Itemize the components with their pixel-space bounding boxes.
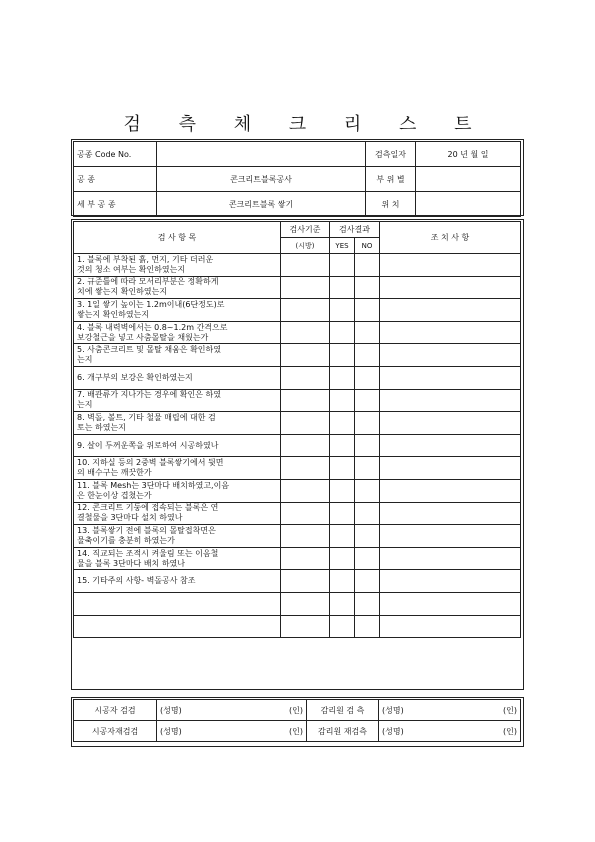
header-frame xyxy=(71,139,524,216)
item-line-2: 물을 블록 3단마다 배치 하였나 xyxy=(77,558,185,568)
sign-placeholder: (성명) xyxy=(382,726,404,736)
no-header: NO xyxy=(355,238,380,254)
supervisor-recheck-label: 감리원 재검측 xyxy=(307,721,379,742)
date-label: 검측일자 xyxy=(366,142,416,167)
item-line-1: 15. 기타주의 사항- 벽돌공사 참조 xyxy=(77,576,196,586)
seal-mark: (인) xyxy=(503,726,517,736)
item-line-1: 3. 1일 쌓기 높이는 1.2m이내(6단정도)로 xyxy=(77,299,225,309)
item-line-1: 5. 사춤콘크리트 및 몰탈 채움은 확인하였 xyxy=(77,345,221,355)
subtrade-label: 세 부 공 종 xyxy=(74,192,157,217)
date-value[interactable]: 20 년 월 일 xyxy=(416,142,521,167)
item-line-2: 은 한눈이상 겹쳤는가 xyxy=(77,490,152,500)
sign-placeholder: (성명) xyxy=(382,705,404,715)
item-line-1: 7. 배관류가 지나가는 경우에 확인은 하였 xyxy=(77,390,221,400)
sign-placeholder: (성명) xyxy=(160,705,182,715)
seal-mark: (인) xyxy=(289,726,303,736)
item-line-1: 13. 블록쌓기 전에 블록의 몰탈접착면은 xyxy=(77,525,216,535)
page-title: 검 측 체 크 리 스 트 xyxy=(123,114,488,135)
signature-frame xyxy=(71,697,524,747)
contractor-label: 시공자 검검 xyxy=(74,700,157,721)
table-frame xyxy=(71,219,524,690)
item-line-2: 토는 하였는지 xyxy=(77,422,126,432)
trade-label: 공 종 xyxy=(74,167,157,192)
item-line-1: 6. 개구부의 보강은 확인하였는지 xyxy=(77,372,193,382)
item-line-1: 1. 블록에 부착된 흙, 먼지, 기타 더러운 xyxy=(77,254,214,264)
item-line-2: 쌓는지 확인하였는지 xyxy=(77,309,150,319)
result-header: 검사결과 xyxy=(330,222,380,238)
item-line-2: 보강철근을 넣고 사춤몰탈을 채웠는가 xyxy=(77,332,209,342)
item-line-1: 11. 블록 Mesh는 3단마다 배치하였고,이음 xyxy=(77,480,230,490)
code-label: 공종 Code No. xyxy=(74,142,157,167)
item-line-2: 는지 xyxy=(77,355,93,365)
location-label: 위 치 xyxy=(366,192,416,217)
supervisor-label: 감리원 검 측 xyxy=(307,700,379,721)
seal-mark: (인) xyxy=(503,705,517,715)
action-header: 조 치 사 항 xyxy=(380,222,521,254)
item-line-2: 는지 xyxy=(77,400,93,410)
item-line-2: 것의 청소 여부는 확인하였는지 xyxy=(77,264,186,274)
item-line-1: 2. 규준틀에 따라 모서리부분은 정확하게 xyxy=(77,277,219,287)
part-label: 부 위 별 xyxy=(366,167,416,192)
item-line-1: 14. 직교되는 조적시 켜울림 또는 이음철 xyxy=(77,548,219,558)
subtrade-value[interactable]: 콘크리트블록 쌓기 xyxy=(157,192,366,217)
standard-subheader: (시방) xyxy=(281,238,330,254)
contractor-recheck-label: 시공자재검검 xyxy=(74,721,157,742)
item-line-1: 9. 살이 두꺼운쪽을 위로하여 시공하였나 xyxy=(77,440,219,450)
item-line-1: 12. 콘크리트 기둥에 접속되는 블록은 연 xyxy=(77,503,219,513)
item-line-2: 물축이기를 충분히 하였는가 xyxy=(77,535,175,545)
item-line-1: 10. 지하실 등의 2중벽 블록쌓기에서 뒷면 xyxy=(77,458,224,468)
seal-mark: (인) xyxy=(289,705,303,715)
sign-placeholder: (성명) xyxy=(160,726,182,736)
item-line-2: 치에 쌓는지 확인하였는지 xyxy=(77,287,168,297)
item-line-2: 결철물을 3단마다 설치 하였나 xyxy=(77,513,183,523)
item-line-1: 4. 블록 내력벽에서는 0.8~1.2m 간격으로 xyxy=(77,322,228,332)
trade-value[interactable]: 콘크리트블록공사 xyxy=(157,167,366,192)
item-header: 검 사 항 목 xyxy=(74,222,281,254)
item-line-1: 8. 벽돌, 볼트, 기타 철물 매립에 대한 검 xyxy=(77,412,216,422)
item-line-2: 의 배수구는 깨끗한가 xyxy=(77,468,152,478)
standard-header: 검사기준 xyxy=(281,222,330,238)
yes-header: YES xyxy=(330,238,355,254)
